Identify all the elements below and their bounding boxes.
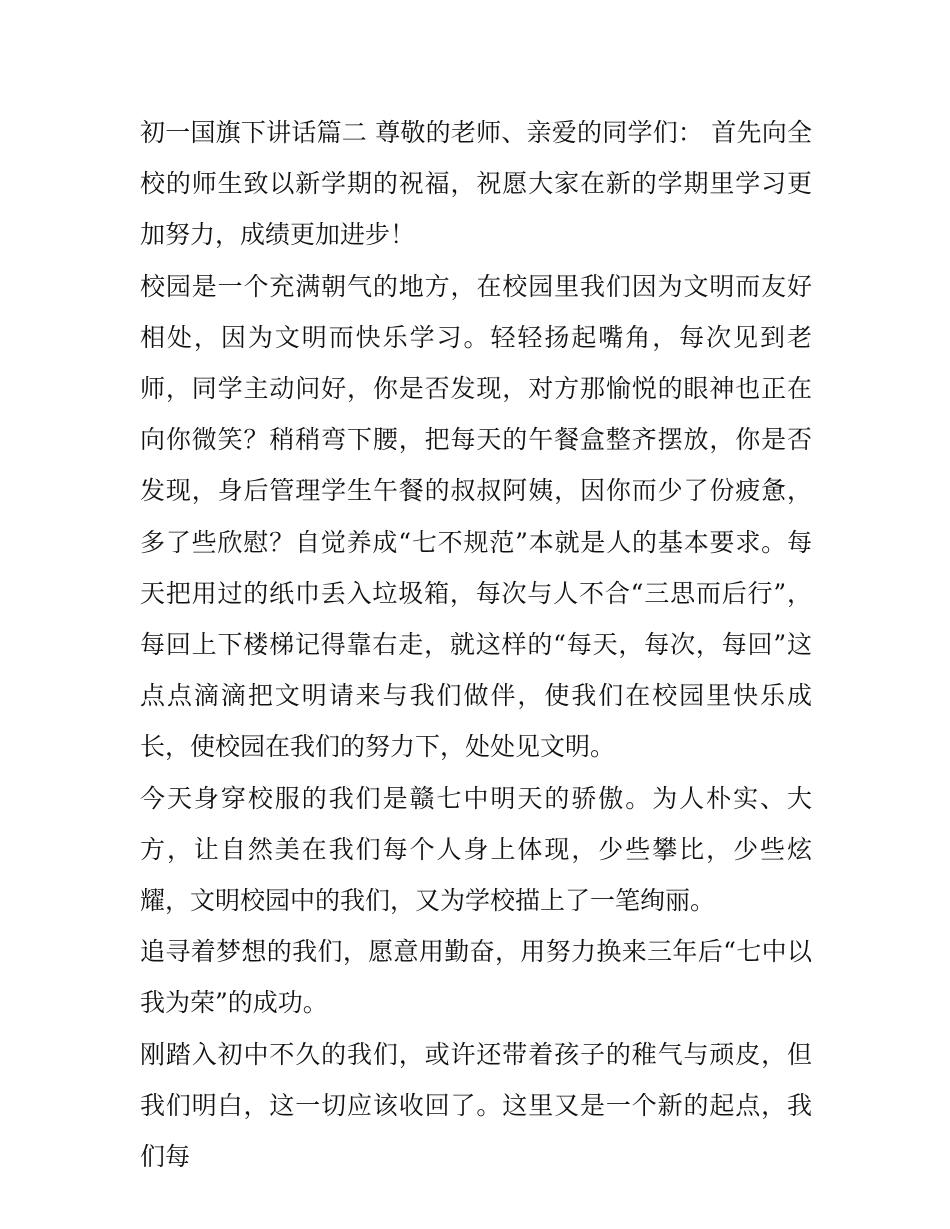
paragraph-2: 校园是一个充满朝气的地方，在校园里我们因为文明而友好相处，因为文明而快乐学习。轻轻扬起嘴角，每次见到老师，同学主动问好，你是否发现，对方那愉悦的眼神也正在向你微笑？稍稍弯下腰，把每天的午餐盒整齐摆放，你是否发现，身后管理学生午餐的叔叔阿姨，因你而少了份疲惫，多了些欣慰？自觉养成“七不规范”本就是人的基本要求。每天把用过的纸巾丢入垃圾箱，每次与人不合“三思而后行”，每回上下楼梯记得靠右走，就这样的“每天，每次，每回”这点点滴滴把文明请来与我们做伴，使我们在校园里快乐成长，使校园在我们的努力下，处处见文明。 [140, 271, 812, 762]
paragraph-3: 今天身穿校服的我们是赣七中明天的骄傲。为人朴实、大方，让自然美在我们每个人身上体现，少些攀比，少些炫耀，文明校园中的我们，又为学校描上了一笔绚丽。 [140, 783, 812, 916]
paragraph-5: 刚踏入初中不久的我们，或许还带着孩子的稚气与顽皮，但我们明白，这一切应该收回了。这里又是一个新的起点，我们每 [140, 1039, 812, 1172]
document-body [140, 107, 812, 1182]
paragraph-1: 初一国旗下讲话篇二 尊敬的老师、亲爱的同学们： 首先向全校的师生致以新学期的祝福，祝愿大家在新的学期里学习更加努力，成绩更加进步！ [140, 118, 812, 250]
paragraph-4: 追寻着梦想的我们，愿意用勤奋，用努力换来三年后“七中以我为荣”的成功。 [140, 937, 812, 1018]
